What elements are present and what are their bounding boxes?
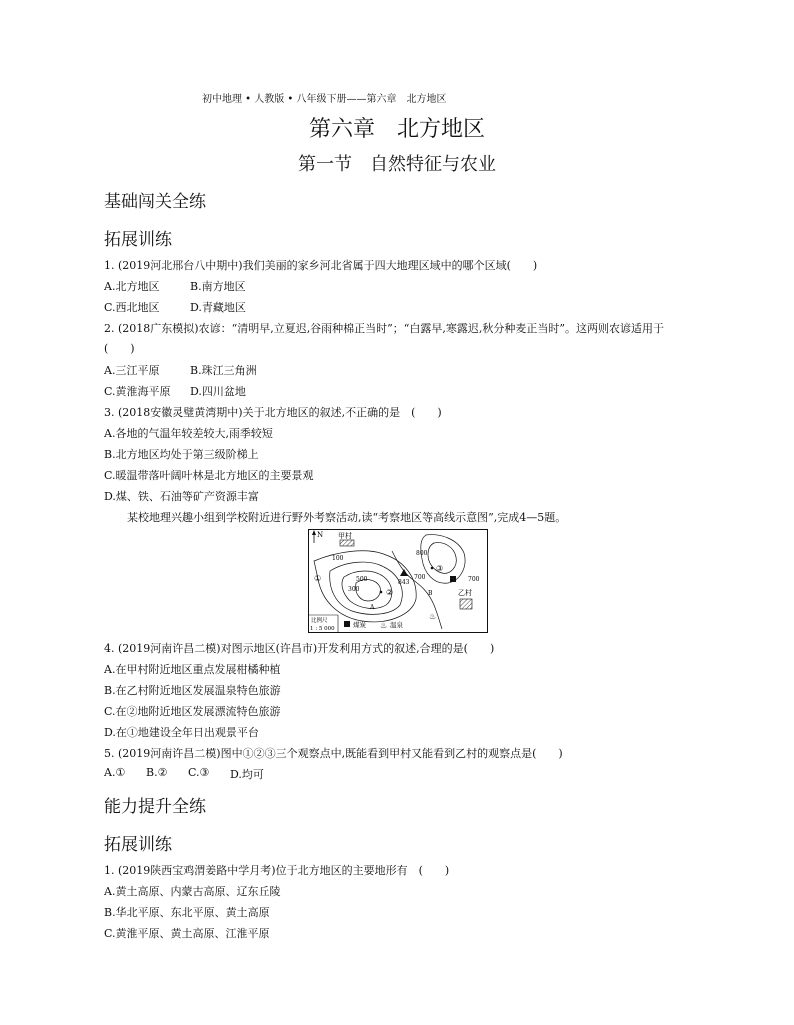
page-header: 初中地理 • 人教版 • 八年级下册——第六章 北方地区 bbox=[202, 94, 447, 105]
q3-option-b: B.北方地区均处于第三级阶梯上 bbox=[104, 448, 259, 461]
q2-option-d: D.四川盆地 bbox=[190, 385, 246, 398]
part2-question-1-stem: 1. (2019陕西宝鸡渭姜路中学月考)位于北方地区的主要地形有 ( ) bbox=[104, 864, 450, 877]
part2-q1-option-a: A.黄土高原、内蒙古高原、辽东丘陵 bbox=[104, 885, 281, 898]
q2-option-a: A.三江平原 bbox=[104, 364, 160, 377]
legend-spring-label: 温泉 bbox=[390, 621, 403, 629]
part2-heading: 能力提升全练 bbox=[104, 797, 206, 817]
q5-option-b: B.② bbox=[146, 766, 168, 779]
legend-coal-label: 煤炭 bbox=[353, 621, 366, 629]
hot-spring-icon: ♨ bbox=[429, 612, 437, 621]
north-label: N bbox=[317, 531, 324, 539]
legend-coal-icon bbox=[344, 621, 350, 627]
passage-text: 某校地理兴趣小组到学校附近进行野外考察活动,读“考察地区等高线示意图”,完成4—5题。 bbox=[127, 511, 567, 524]
q2-option-b: B.珠江三角洲 bbox=[190, 364, 257, 377]
village-yi-icon bbox=[460, 599, 472, 609]
legend-spring-icon: ♨ bbox=[380, 621, 388, 630]
village-jia-label: 甲村 bbox=[338, 532, 352, 540]
village-yi-label: 乙村 bbox=[458, 589, 472, 597]
q3-option-d: D.煤、铁、石油等矿产资源丰富 bbox=[104, 490, 259, 503]
coal-mine-icon bbox=[450, 576, 456, 582]
peak-elevation-label: 843 bbox=[398, 579, 410, 586]
contour-label-800: 800 bbox=[416, 550, 428, 557]
contour-label-500: 500 bbox=[356, 576, 368, 583]
q5-option-c: C.③ bbox=[188, 766, 210, 779]
part1-subheading: 拓展训练 bbox=[104, 230, 172, 250]
observation-point-2: ② bbox=[386, 588, 394, 597]
contour-label-700-a: 700 bbox=[414, 574, 426, 581]
part1-heading: 基础闯关全练 bbox=[104, 192, 206, 212]
question-3-stem: 3. (2018安徽灵璧黄湾期中)关于北方地区的叙述,不正确的是 ( ) bbox=[104, 406, 442, 419]
q5-option-d: D.均可 bbox=[230, 768, 264, 781]
observation-point-3: ③ bbox=[436, 564, 444, 573]
part2-q1-option-b: B.华北平原、东北平原、黄土高原 bbox=[104, 906, 270, 919]
q2-option-c: C.黄淮海平原 bbox=[104, 385, 171, 398]
point-3-dot bbox=[431, 567, 434, 570]
section-title: 第一节 自然特征与农业 bbox=[298, 154, 496, 175]
part2-q1-option-c: C.黄淮平原、黄土高原、江淮平原 bbox=[104, 927, 270, 940]
q1-option-b: B.南方地区 bbox=[190, 280, 246, 293]
question-2-stem-cont: ( ) bbox=[104, 342, 135, 355]
q5-option-a: A.① bbox=[104, 766, 126, 779]
q3-option-c: C.暖温带落叶阔叶林是北方地区的主要景观 bbox=[104, 469, 314, 482]
contour-label-300: 300 bbox=[348, 586, 360, 593]
chapter-title: 第六章 北方地区 bbox=[308, 117, 485, 142]
question-2-stem: 2. (2018广东模拟)农谚：“清明早,立夏迟,谷雨种棉正当时”；“白露早,寒露迟,秋分种麦正当时”。这两则农谚适用于 bbox=[104, 322, 665, 335]
scale-label: 比例尺 bbox=[311, 618, 328, 624]
q4-option-a: A.在甲村附近地区重点发展柑橘种植 bbox=[104, 663, 281, 676]
part2-subheading: 拓展训练 bbox=[104, 835, 172, 855]
contour-map-figure bbox=[308, 529, 488, 633]
contour-label-700-b: 700 bbox=[468, 576, 480, 583]
scale-value: 1 : 5 000 bbox=[310, 626, 335, 632]
q1-option-d: D.青藏地区 bbox=[190, 301, 246, 314]
point-a-label: A bbox=[370, 604, 375, 611]
q1-option-a: A.北方地区 bbox=[104, 280, 160, 293]
point-2-dot bbox=[380, 591, 383, 594]
village-jia-icon bbox=[340, 540, 354, 546]
q1-option-c: C.西北地区 bbox=[104, 301, 160, 314]
contour-label-100: 100 bbox=[332, 555, 344, 562]
q3-option-a: A.各地的气温年较差较大,雨季较短 bbox=[104, 427, 273, 440]
question-5-stem: 5. (2019河南许昌二模)图中①②③三个观察点中,既能看到甲村又能看到乙村的观察点是( ) bbox=[104, 747, 563, 760]
question-4-stem: 4. (2019河南许昌二模)对图示地区(许昌市)开发利用方式的叙述,合理的是( ) bbox=[104, 642, 495, 655]
q4-option-d: D.在①地建设全年日出观景平台 bbox=[104, 726, 259, 739]
observation-point-1: ① bbox=[314, 574, 322, 583]
q4-option-c: C.在②地附近地区发展漂流特色旅游 bbox=[104, 705, 281, 718]
q4-option-b: B.在乙村附近地区发展温泉特色旅游 bbox=[104, 684, 281, 697]
point-b-label: B bbox=[428, 590, 433, 597]
question-1-stem: 1. (2019河北邢台八中期中)我们美丽的家乡河北省属于四大地理区域中的哪个区域( ) bbox=[104, 259, 538, 272]
